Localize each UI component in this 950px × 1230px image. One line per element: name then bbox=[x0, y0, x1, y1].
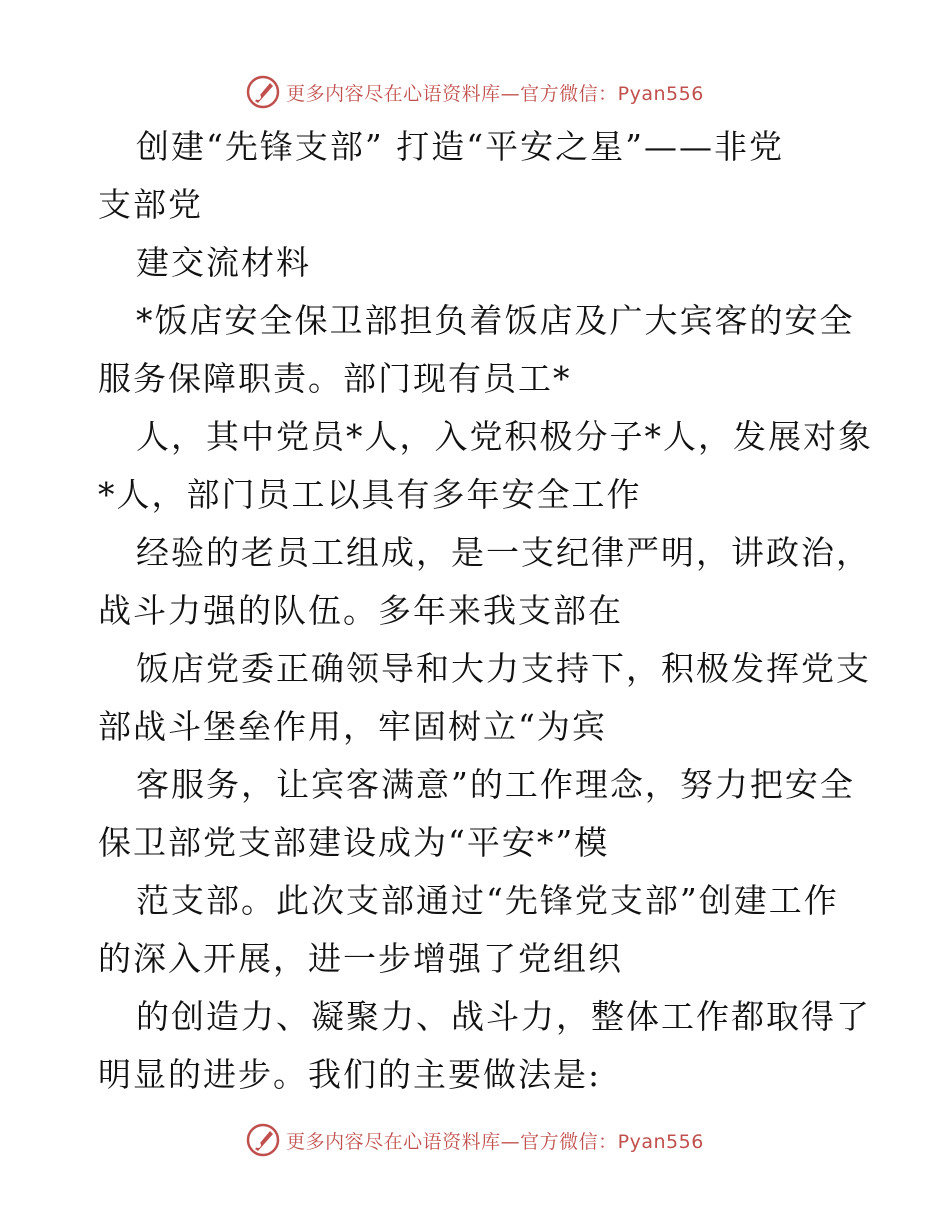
document-line: 部战斗堡垒作用，牢固树立“为宾 bbox=[98, 707, 607, 746]
document-line: *饭店安全保卫部担负着饭店及广大宾客的安全 bbox=[136, 301, 855, 340]
document-body bbox=[98, 118, 873, 1104]
quill-logo-icon bbox=[246, 1123, 280, 1157]
document-line: 支部党 bbox=[98, 185, 203, 224]
document-line: 经验的老员工组成，是一支纪律严明，讲政治， bbox=[136, 533, 871, 572]
document-line: 明显的进步。我们的主要做法是: bbox=[98, 1055, 602, 1094]
header-watermark bbox=[0, 72, 950, 112]
quill-logo-icon bbox=[246, 75, 280, 109]
document-line: 范支部。此次支部通过“先锋党支部”创建工作 bbox=[136, 881, 839, 920]
footer-watermark bbox=[0, 1120, 950, 1160]
document-line: 保卫部党支部建设成为“平安*”模 bbox=[98, 823, 610, 862]
document-line: *人，部门员工以具有多年安全工作 bbox=[98, 475, 642, 514]
document-line: 的深入开展，进一步增强了党组织 bbox=[98, 939, 623, 978]
document-line: 创建“先锋支部” 打造“平安之星”——非党 bbox=[136, 127, 784, 166]
document-line: 战斗力强的队伍。多年来我支部在 bbox=[98, 591, 623, 630]
document-line: 服务保障职责。部门现有员工* bbox=[98, 359, 572, 398]
document-line: 客服务，让宾客满意”的工作理念，努力把安全 bbox=[136, 765, 855, 804]
footer-watermark-text: 更多内容尽在心语资料库—官方微信：Pyan556 bbox=[286, 1130, 704, 1153]
document-line: 建交流材料 bbox=[136, 243, 311, 282]
header-watermark-text: 更多内容尽在心语资料库—官方微信：Pyan556 bbox=[286, 82, 704, 105]
document-line: 人，其中党员*人，入党积极分子*人，发展对象 bbox=[136, 417, 873, 456]
document-line: 饭店党委正确领导和大力支持下，积极发挥党支 bbox=[136, 649, 871, 688]
document-line: 的创造力、凝聚力、战斗力，整体工作都取得了 bbox=[136, 997, 871, 1036]
